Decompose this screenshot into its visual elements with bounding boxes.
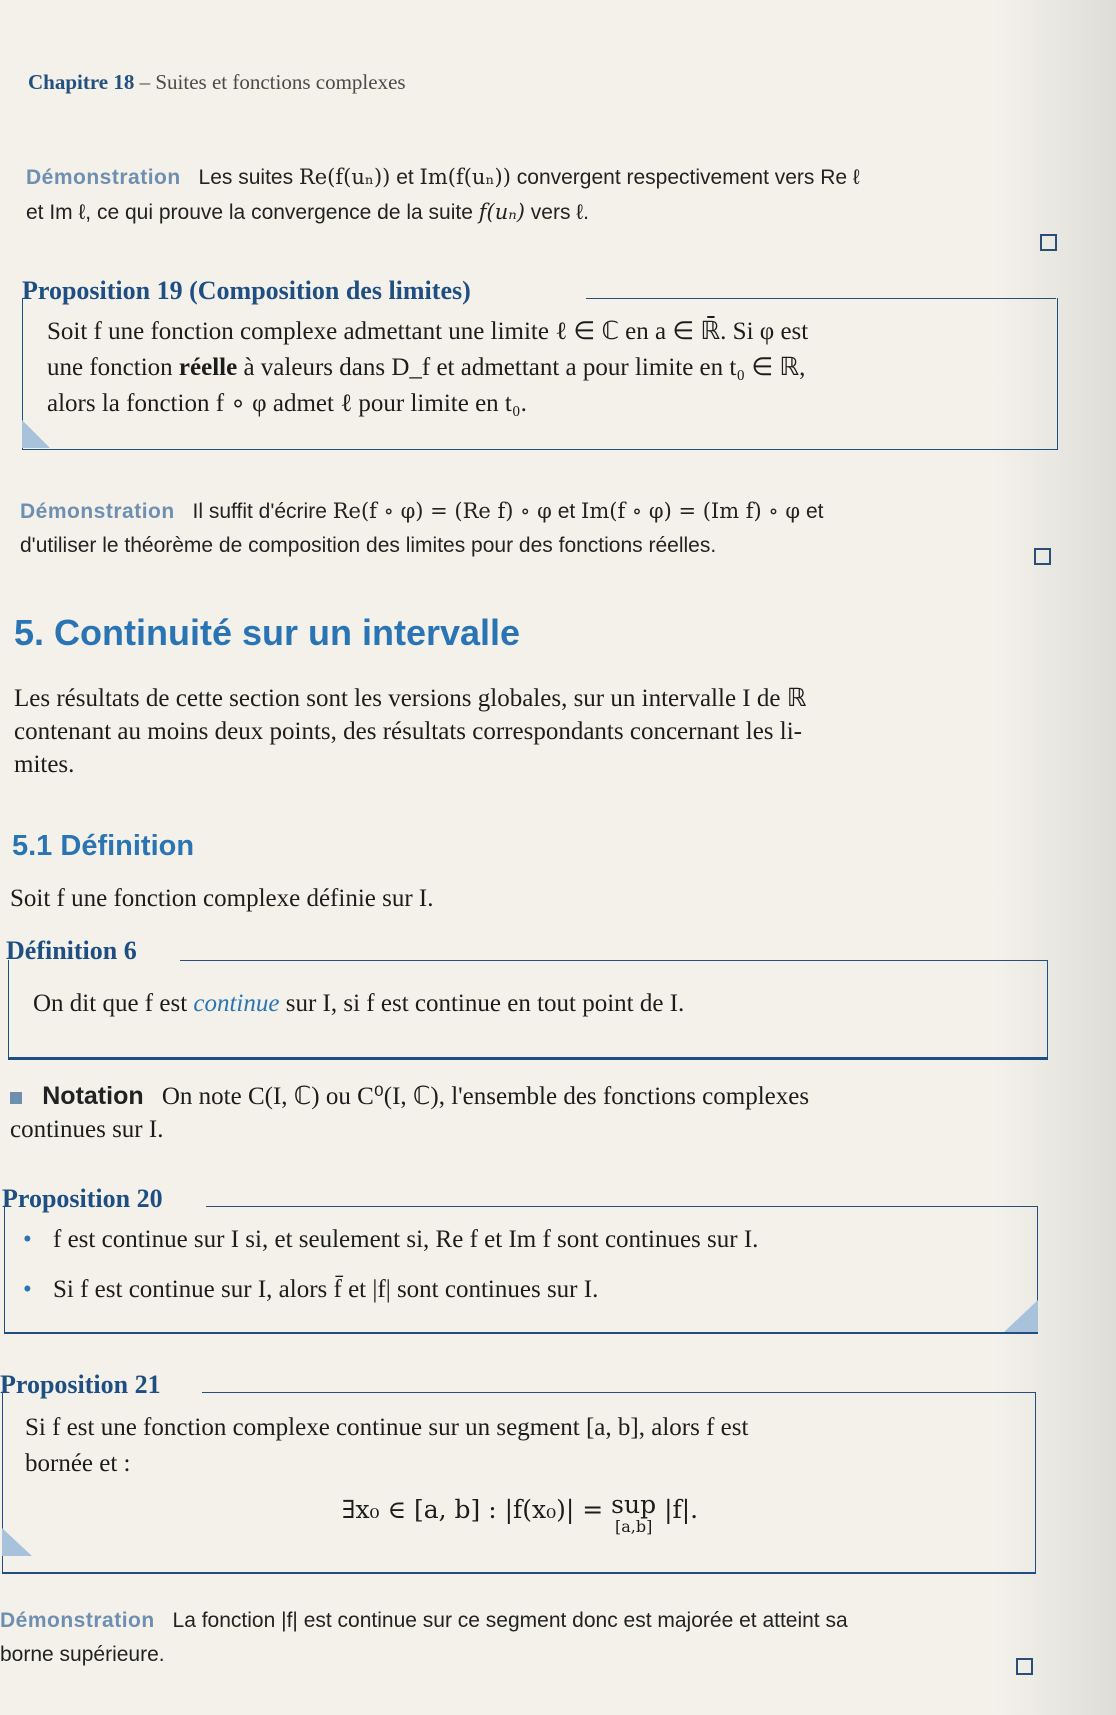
proposition-list-item: • f est continue sur I si, et seulement si, Re f et Im f sont continues sur I. [13, 1222, 1027, 1258]
sup-text: sup [611, 1490, 657, 1519]
demo-text: Les suites [198, 166, 294, 189]
notation-text: continues sur I. [10, 1116, 164, 1143]
section-5-intro [14, 682, 1094, 781]
proposition-21-box [2, 1392, 1036, 1574]
demo-text: borne supérieure. [0, 1643, 165, 1666]
chapter-number: Chapitre 18 [28, 70, 135, 94]
subsection-5-1-heading: 5.1 Définition [12, 830, 195, 862]
proposition-21-title: Proposition 21 [0, 1370, 161, 1399]
demonstration-label: Démonstration [0, 1609, 155, 1632]
demo-text: et [557, 500, 576, 523]
demonstration-1 [26, 160, 1106, 230]
sup-operator [611, 1492, 656, 1536]
box-corner [2, 1528, 32, 1556]
demo-math: Re(f(uₙ)) [298, 165, 391, 189]
demo-text: d'utiliser le théorème de composition des limites pour des fonctions réelles. [20, 534, 717, 557]
demo-math: Im(f(uₙ)) [419, 165, 511, 189]
demo-math: Re(f ∘ φ) = (Re f) ∘ φ [332, 499, 552, 523]
defined-term: continue [193, 990, 280, 1017]
proposition-text: alors la fonction f ∘ φ admet ℓ pour limite en t₀. [47, 390, 527, 417]
paragraph-line: contenant au moins deux points, des résultats correspondants concernant les li- [14, 718, 802, 745]
demonstration-label: Démonstration [20, 500, 175, 523]
demo-text: La fonction |f| est continue sur ce segment donc est majorée et atteint sa [172, 1609, 848, 1632]
subsection-intro: Soit f une fonction complexe définie sur I. [10, 885, 434, 912]
definition-6-title: Définition 6 [6, 936, 137, 965]
running-header [28, 70, 406, 95]
proposition-20-title: Proposition 20 [2, 1184, 163, 1213]
qed-square [1016, 1658, 1033, 1675]
demonstration-label: Démonstration [26, 166, 181, 189]
equation-left: ∃x₀ ∈ [a, b] : |f(x₀)| = [341, 1495, 604, 1524]
qed-square [1034, 548, 1051, 565]
definition-text: On dit que f est [33, 990, 188, 1017]
demo-text: convergent respectivement vers Re ℓ [516, 166, 860, 189]
demonstration-3 [0, 1604, 1080, 1672]
equation-right: |f|. [664, 1495, 699, 1524]
proposition-text: à valeurs dans D_f et admettant a pour limite en t₀ ∈ ℝ, [243, 354, 806, 381]
proposition-bold: réelle [178, 354, 238, 381]
demo-math: Im(f ∘ φ) = (Im f) ∘ φ [581, 499, 801, 523]
proposition-19-box [22, 298, 1058, 450]
box-corner [1004, 1300, 1038, 1332]
proposition-19-title: Proposition 19 (Composition des limites) [22, 276, 471, 305]
demo-text: vers ℓ. [530, 201, 589, 224]
demo-text: et [396, 166, 414, 189]
qed-square [1040, 234, 1057, 251]
notation-text: On note C(I, ℂ) ou C⁰(I, ℂ), l'ensemble des fonctions complexes [161, 1083, 810, 1110]
demonstration-2 [20, 494, 1100, 563]
paragraph-line: mites. [14, 751, 75, 778]
proposition-equation [25, 1492, 1015, 1536]
proposition-20-box [4, 1206, 1038, 1334]
notation-block [10, 1080, 1100, 1146]
proposition-text: Soit f une fonction complexe admettant une limite ℓ ∈ ℂ en a ∈ ℝ̄. Si φ est [47, 318, 809, 345]
proposition-text: une fonction [47, 354, 173, 381]
demo-text: et [805, 500, 824, 523]
definition-text: sur I, si f est continue en tout point de I. [285, 990, 685, 1017]
demo-text: Il suffit d'écrire [192, 500, 327, 523]
section-5-heading: 5. Continuité sur un intervalle [14, 612, 521, 653]
sup-subscript: [a,b] [614, 1517, 653, 1536]
square-bullet-icon [10, 1092, 22, 1104]
proposition-list-item: • Si f est continue sur I, alors f̄ et |f| sont continues sur I. [13, 1272, 1027, 1308]
proposition-text: bornée et : [25, 1450, 131, 1477]
proposition-text: Si f est une fonction complexe continue sur un segment [a, b], alors f est [25, 1414, 749, 1441]
chapter-title: – Suites et fonctions complexes [139, 70, 406, 94]
demo-text: et Im ℓ, ce qui prouve la convergence de la suite [26, 201, 473, 224]
notation-label: Notation [42, 1082, 144, 1110]
box-corner [22, 420, 50, 448]
demo-math: f(uₙ) [478, 200, 525, 224]
paragraph-line: Les résultats de cette section sont les versions globales, sur un intervalle I de ℝ [14, 685, 807, 712]
definition-6-box [8, 960, 1048, 1060]
